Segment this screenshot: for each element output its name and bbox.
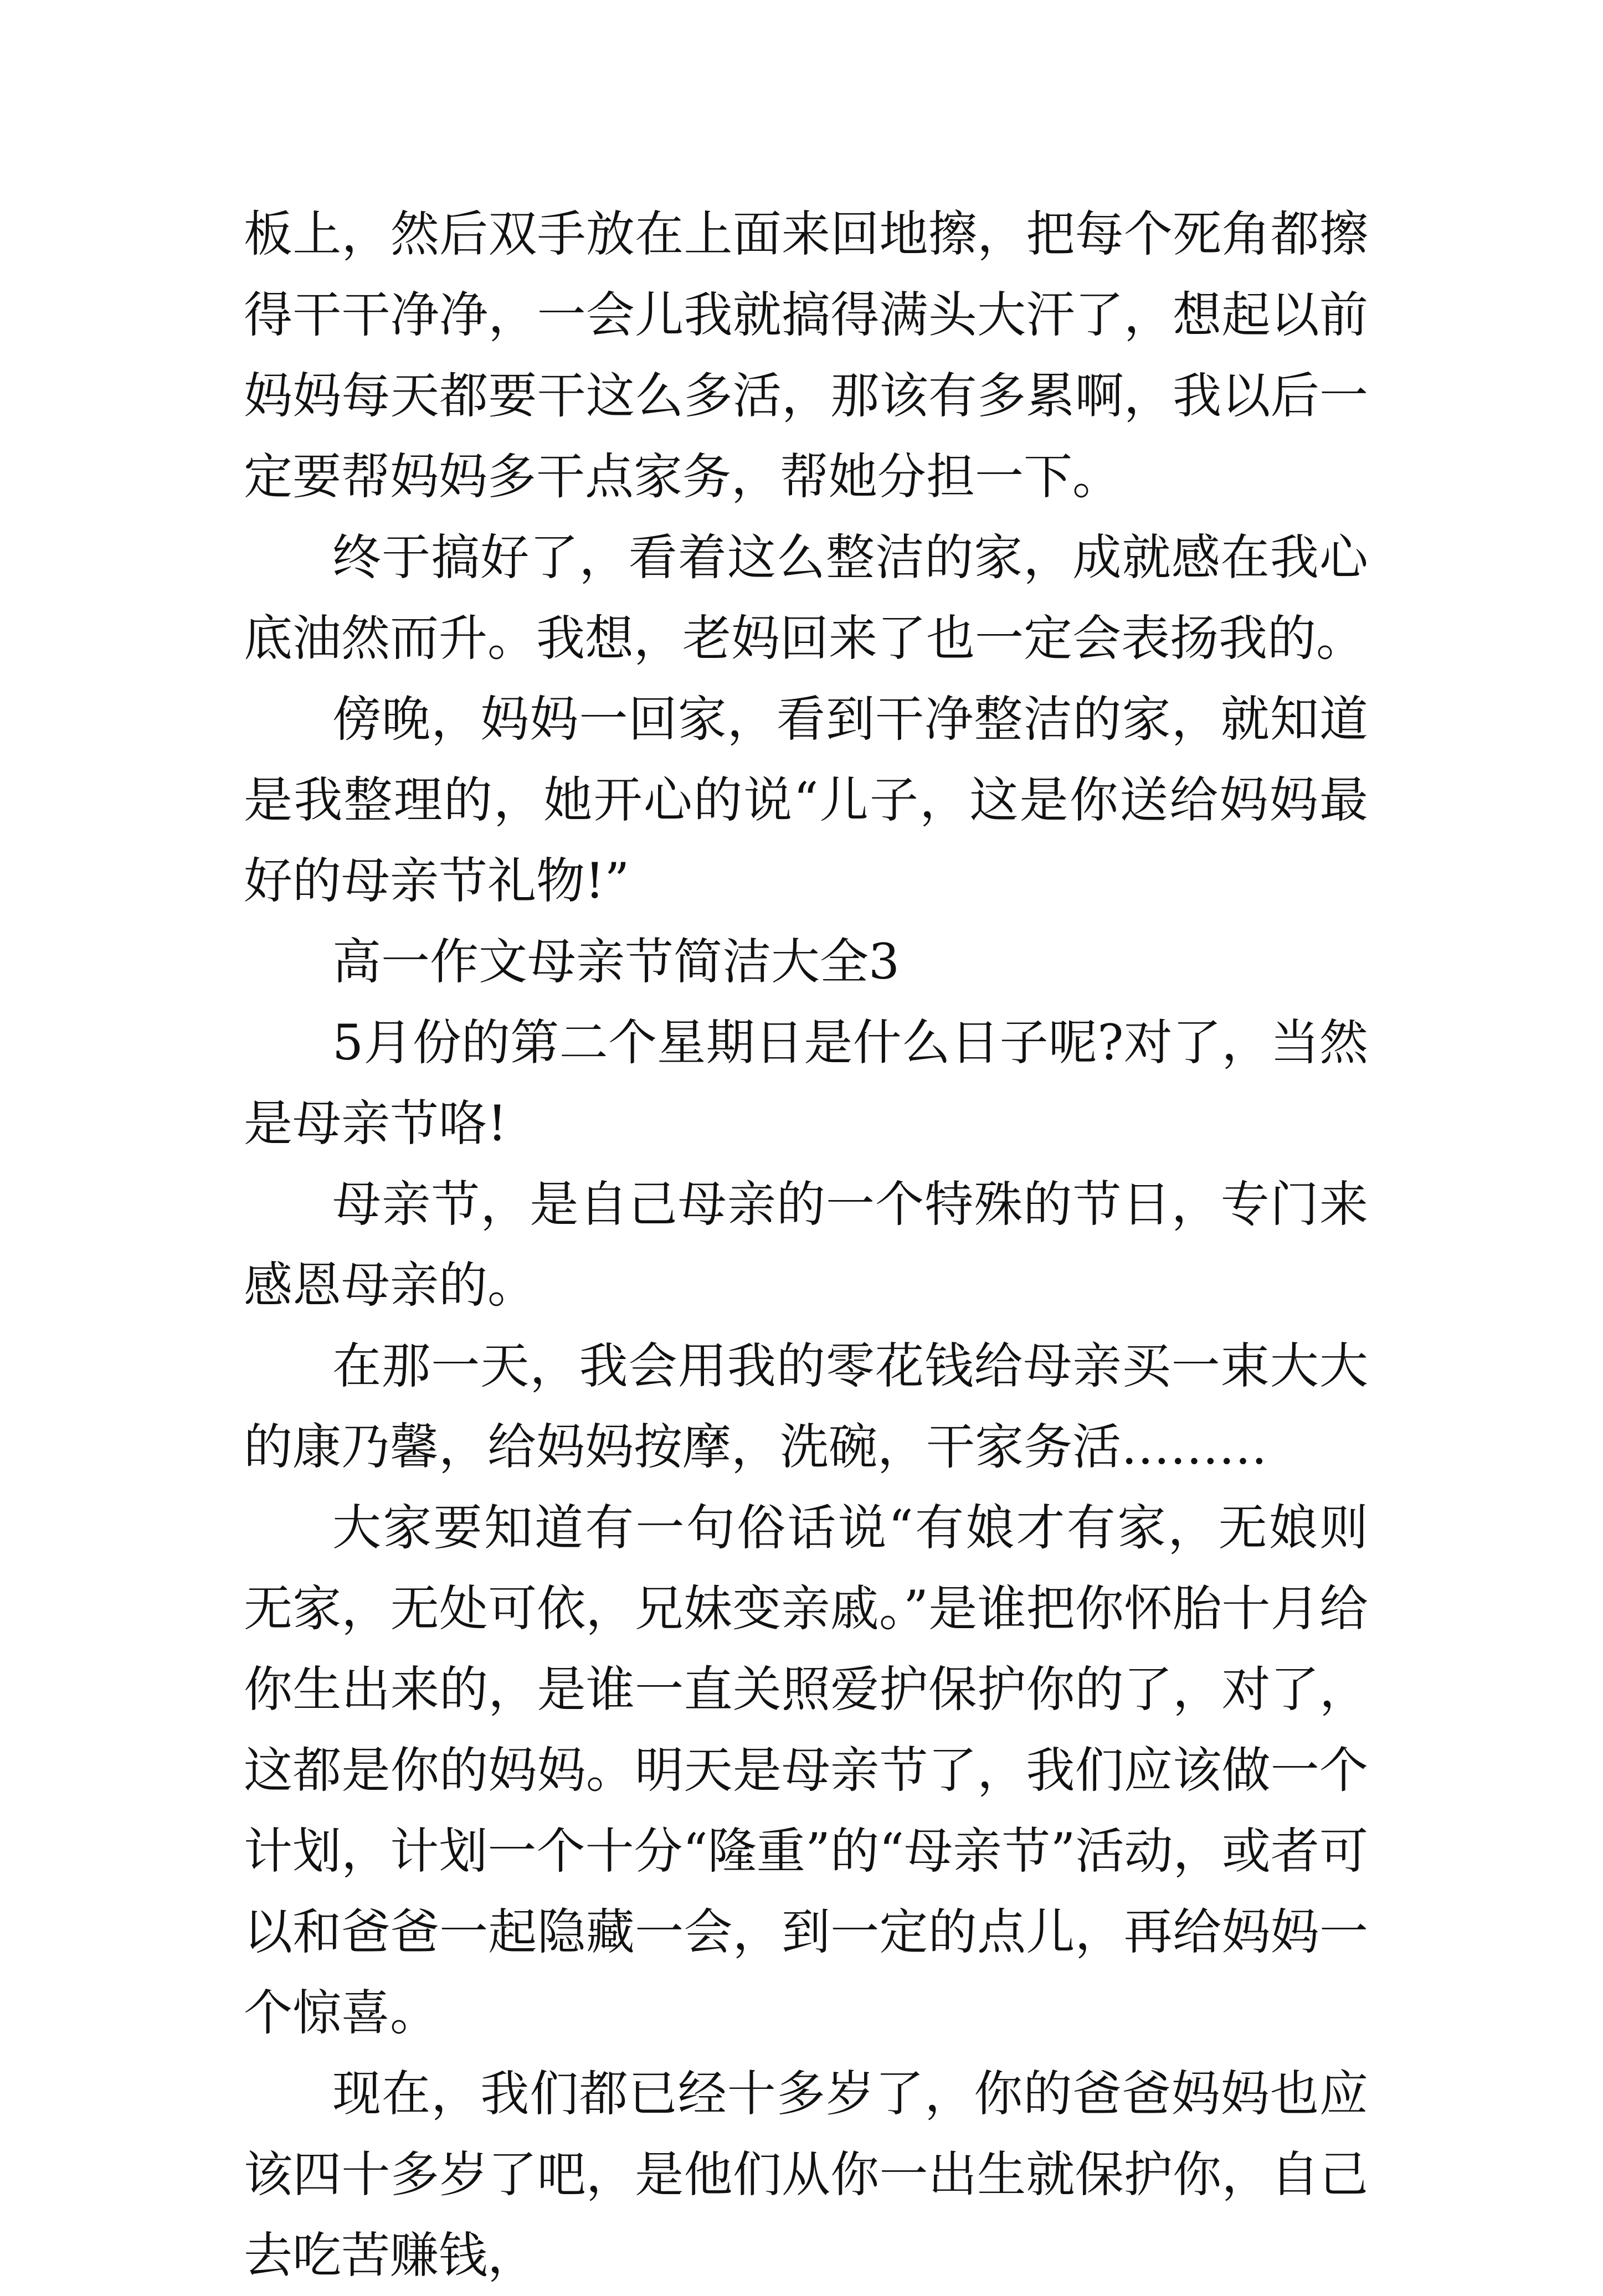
paragraph-7: 大家要知道有一句俗话说“有娘才有家，无娘则无家，无处可依，兄妹变亲戚。”是谁把你怀胎十月给你生出来的，是谁一直关照爱护保护你的了，对了，这都是你的妈妈。明天是母亲节了，我们应该做一个计划，计划一个十分“隆重”的“母亲节”活动，或者可以和爸爸一起隐藏一会，到一定的点儿，再给妈妈一个惊喜。 [244,1499,1368,2041]
paragraph-6: 在那一天，我会用我的零花钱给母亲买一束大大的康乃馨，给妈妈按摩，洗碗，干家务活……… [244,1337,1368,1475]
paragraph-2: 终于搞好了，看着这么整洁的家，成就感在我心底油然而升。我想，老妈回来了也一定会表扬我的。 [244,529,1368,667]
body-text [244,194,1368,2296]
section-heading: 高一作文母亲节简洁大全3 [332,933,900,990]
paragraph-1: 板上，然后双手放在上面来回地擦，把每个死角都擦得干干净净，一会儿我就搞得满头大汗了，想起以前妈妈每天都要干这么多活，那该有多累啊，我以后一定要帮妈妈多干点家务，帮她分担一下。 [244,205,1368,505]
paragraph-3: 傍晚，妈妈一回家，看到干净整洁的家，就知道是我整理的，她开心的说“儿子，这是你送给妈妈最好的母亲节礼物!” [244,691,1368,909]
paragraph-8: 现在，我们都已经十多岁了，你的爸爸妈妈也应该四十多岁了吧，是他们从你一出生就保护你，自己去吃苦赚钱， [244,2065,1368,2284]
paragraph-4: 5月份的第二个星期日是什么日子呢?对了，当然是母亲节咯! [244,1014,1368,1152]
paragraph-5: 母亲节，是自己母亲的一个特殊的节日，专门来感恩母亲的。 [244,1176,1368,1314]
